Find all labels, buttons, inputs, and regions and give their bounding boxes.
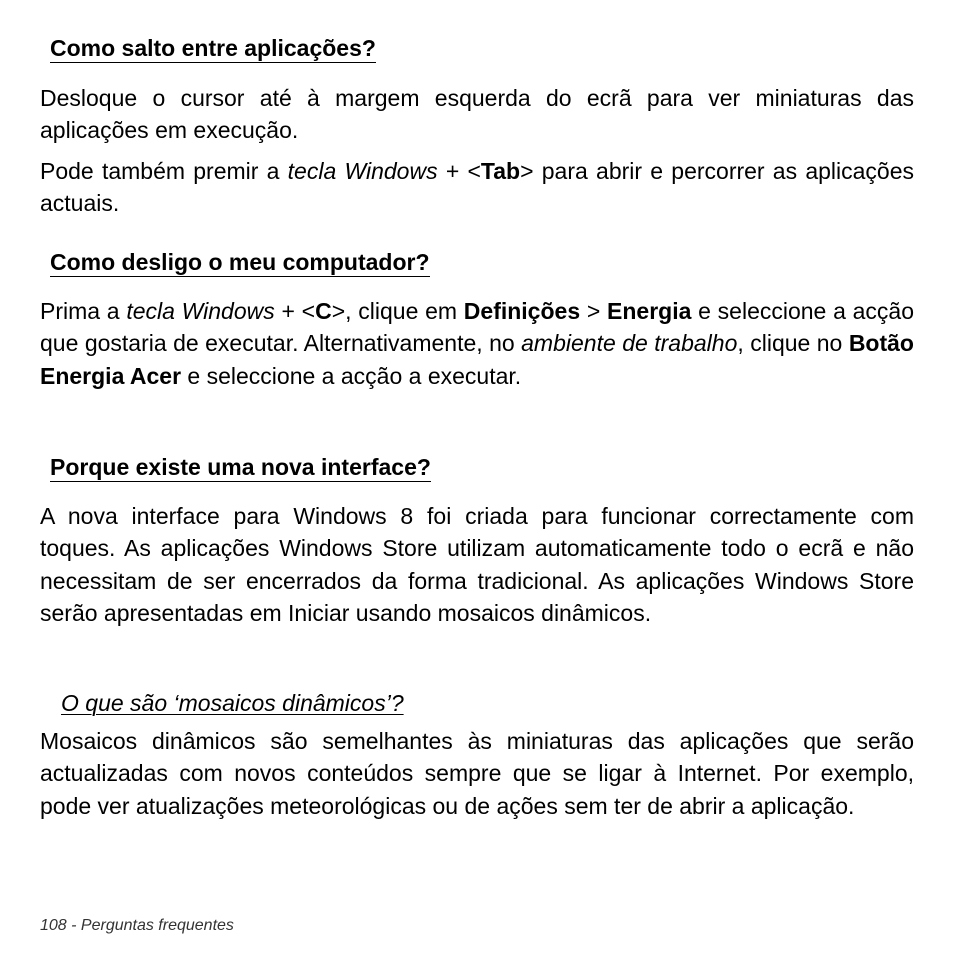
text-run: , clique no <box>737 330 849 357</box>
text-run: > <box>580 298 608 324</box>
power-term: Energia <box>607 298 692 324</box>
paragraph-new-interface: A nova interface para Windows 8 foi criada para funcionar correctamente com toques. As aplicações Windows Store utilizam automaticamente todo o ecrã e não necessitam de ser encerrados da forma tradicional. As aplicações Windows Store serão apresentadas em Iniciar usando mosaicos dinâmicos. <box>40 503 914 627</box>
subheading-text: O que são ‘mosaicos dinâmicos’? <box>61 690 404 716</box>
c-key-term: C <box>315 298 332 324</box>
text-run: Pode também premir a <box>40 158 288 184</box>
text-run: e seleccione a acção que gostaria de executar. Alternativamente, no <box>40 298 914 357</box>
heading-text: Como desligo o meu computador? <box>50 249 430 275</box>
text-run: e seleccione a acção a executar. <box>181 362 522 389</box>
subheading-live-tiles <box>40 688 935 718</box>
paragraph-switch-keys <box>40 155 914 220</box>
paragraph-live-tiles: Mosaicos dinâmicos são semelhantes às miniaturas das aplicações que serão actualizadas com novos conteúdos sempre que se ligar à Internet. Por exemplo, pode ver atualizações meteorológicas ou de ações sem ter de abrir a aplicação. <box>40 728 914 819</box>
text-run: + < <box>274 298 316 324</box>
text-run: Prima a <box>40 298 127 324</box>
tab-key-term: Tab <box>480 158 521 184</box>
paragraph-switch-cursor: Desloque o cursor até à margem esquerda do ecrã para ver miniaturas das aplicações em execução. <box>40 85 914 144</box>
text-run: >, clique em <box>331 298 464 324</box>
desktop-term: ambiente de trabalho <box>521 330 738 357</box>
acer-power-button-term: Botão Energia Acer <box>40 330 914 389</box>
text-run: + < <box>437 158 481 184</box>
page-footer: 108 - Perguntas frequentes <box>40 917 234 934</box>
heading-switch-apps <box>40 33 924 63</box>
heading-new-interface <box>40 452 924 482</box>
windows-key-term: tecla Windows <box>287 158 438 184</box>
settings-term: Definições <box>463 298 581 324</box>
heading-text: Como salto entre aplicações? <box>50 35 376 61</box>
text-run: > para abrir e percorrer as aplicações actuais. <box>40 158 915 217</box>
heading-text: Porque existe uma nova interface? <box>50 454 431 480</box>
windows-key-term: tecla Windows <box>126 298 275 324</box>
paragraph-shutdown <box>40 295 914 392</box>
heading-shutdown <box>40 247 924 277</box>
